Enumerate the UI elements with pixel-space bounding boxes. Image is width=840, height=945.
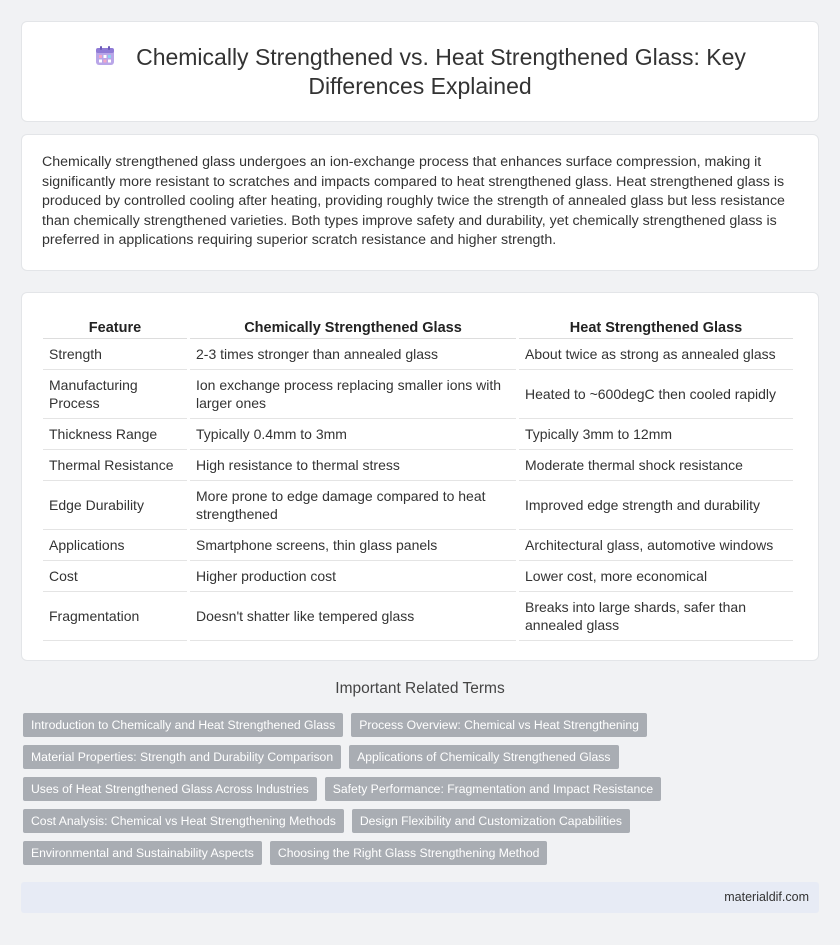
calendar-icon bbox=[94, 45, 116, 67]
comparison-table-card bbox=[21, 292, 819, 661]
intro-paragraph: Chemically strengthened glass undergoes an ion-exchange process that enhances surface compression, making it significantly more resistant to scratches and impacts compared to heat strengthened glass. Heat strengthened glass is produced by controlled cooling after heating, providing roughly twice the strength of annealed glass but less resistance than chemically strengthened varieties. Both types improve safety and durability, yet chemically strengthened glass is preferred in applications requiring superior scratch resistance and higher strength. bbox=[42, 154, 785, 249]
chemically-cell: Typically 0.4mm to 3mm bbox=[190, 419, 516, 450]
feature-cell: Thickness Range bbox=[43, 419, 187, 450]
table-header-row bbox=[43, 315, 793, 339]
table-row bbox=[43, 370, 793, 419]
heat-cell: Improved edge strength and durability bbox=[519, 481, 793, 530]
table-row bbox=[43, 530, 793, 561]
comparison-table bbox=[40, 315, 796, 641]
title-card bbox=[21, 21, 819, 122]
chemically-cell: High resistance to thermal stress bbox=[190, 450, 516, 481]
heat-cell: Moderate thermal shock resistance bbox=[519, 450, 793, 481]
related-term-tag[interactable]: Environmental and Sustainability Aspects bbox=[23, 841, 262, 865]
related-term-tag[interactable]: Introduction to Chemically and Heat Strengthened Glass bbox=[23, 713, 343, 737]
footer-site-link[interactable]: materialdif.com bbox=[724, 890, 809, 904]
header-feature: Feature bbox=[43, 315, 187, 339]
feature-cell: Strength bbox=[43, 339, 187, 370]
chemically-cell: Doesn't shatter like tempered glass bbox=[190, 592, 516, 641]
chemically-cell: More prone to edge damage compared to heat strengthened bbox=[190, 481, 516, 530]
table-row bbox=[43, 481, 793, 530]
feature-cell: Edge Durability bbox=[43, 481, 187, 530]
heat-cell: Heated to ~600degC then cooled rapidly bbox=[519, 370, 793, 419]
table-row bbox=[43, 561, 793, 592]
related-term-tag[interactable]: Uses of Heat Strengthened Glass Across Industries bbox=[23, 777, 317, 801]
feature-cell: Fragmentation bbox=[43, 592, 187, 641]
feature-cell: Applications bbox=[43, 530, 187, 561]
table-row bbox=[43, 419, 793, 450]
heat-cell: Architectural glass, automotive windows bbox=[519, 530, 793, 561]
page-title-text: Chemically Strengthened vs. Heat Strengthened Glass: Key Differences Explained bbox=[136, 43, 746, 99]
related-terms-section bbox=[0, 680, 840, 860]
related-term-tag[interactable]: Design Flexibility and Customization Capabilities bbox=[352, 809, 630, 833]
chemically-cell: Smartphone screens, thin glass panels bbox=[190, 530, 516, 561]
footer bbox=[21, 882, 819, 913]
related-term-tag[interactable]: Applications of Chemically Strengthened Glass bbox=[349, 745, 618, 769]
related-terms-tags bbox=[23, 713, 743, 873]
tag-row bbox=[23, 713, 743, 737]
related-term-tag[interactable]: Material Properties: Strength and Durability Comparison bbox=[23, 745, 341, 769]
related-terms-heading: Important Related Terms bbox=[335, 680, 505, 697]
related-term-tag[interactable]: Process Overview: Chemical vs Heat Strengthening bbox=[351, 713, 647, 737]
header-chemically: Chemically Strengthened Glass bbox=[190, 315, 516, 339]
chemically-cell: 2-3 times stronger than annealed glass bbox=[190, 339, 516, 370]
heat-cell: About twice as strong as annealed glass bbox=[519, 339, 793, 370]
tag-row bbox=[23, 777, 743, 801]
chemically-cell: Ion exchange process replacing smaller ions with larger ones bbox=[190, 370, 516, 419]
tag-row bbox=[23, 745, 743, 769]
page-title bbox=[60, 43, 780, 101]
table-row bbox=[43, 592, 793, 641]
related-term-tag[interactable]: Cost Analysis: Chemical vs Heat Strengthening Methods bbox=[23, 809, 344, 833]
header-heat: Heat Strengthened Glass bbox=[519, 315, 793, 339]
table-row bbox=[43, 339, 793, 370]
related-term-tag[interactable]: Choosing the Right Glass Strengthening Method bbox=[270, 841, 548, 865]
heat-cell: Breaks into large shards, safer than annealed glass bbox=[519, 592, 793, 641]
heat-cell: Lower cost, more economical bbox=[519, 561, 793, 592]
feature-cell: Manufacturing Process bbox=[43, 370, 187, 419]
tag-row bbox=[23, 841, 743, 865]
table-row bbox=[43, 450, 793, 481]
feature-cell: Cost bbox=[43, 561, 187, 592]
tag-row bbox=[23, 809, 743, 833]
heat-cell: Typically 3mm to 12mm bbox=[519, 419, 793, 450]
chemically-cell: Higher production cost bbox=[190, 561, 516, 592]
related-term-tag[interactable]: Safety Performance: Fragmentation and Impact Resistance bbox=[325, 777, 661, 801]
feature-cell: Thermal Resistance bbox=[43, 450, 187, 481]
intro-card bbox=[21, 134, 819, 271]
